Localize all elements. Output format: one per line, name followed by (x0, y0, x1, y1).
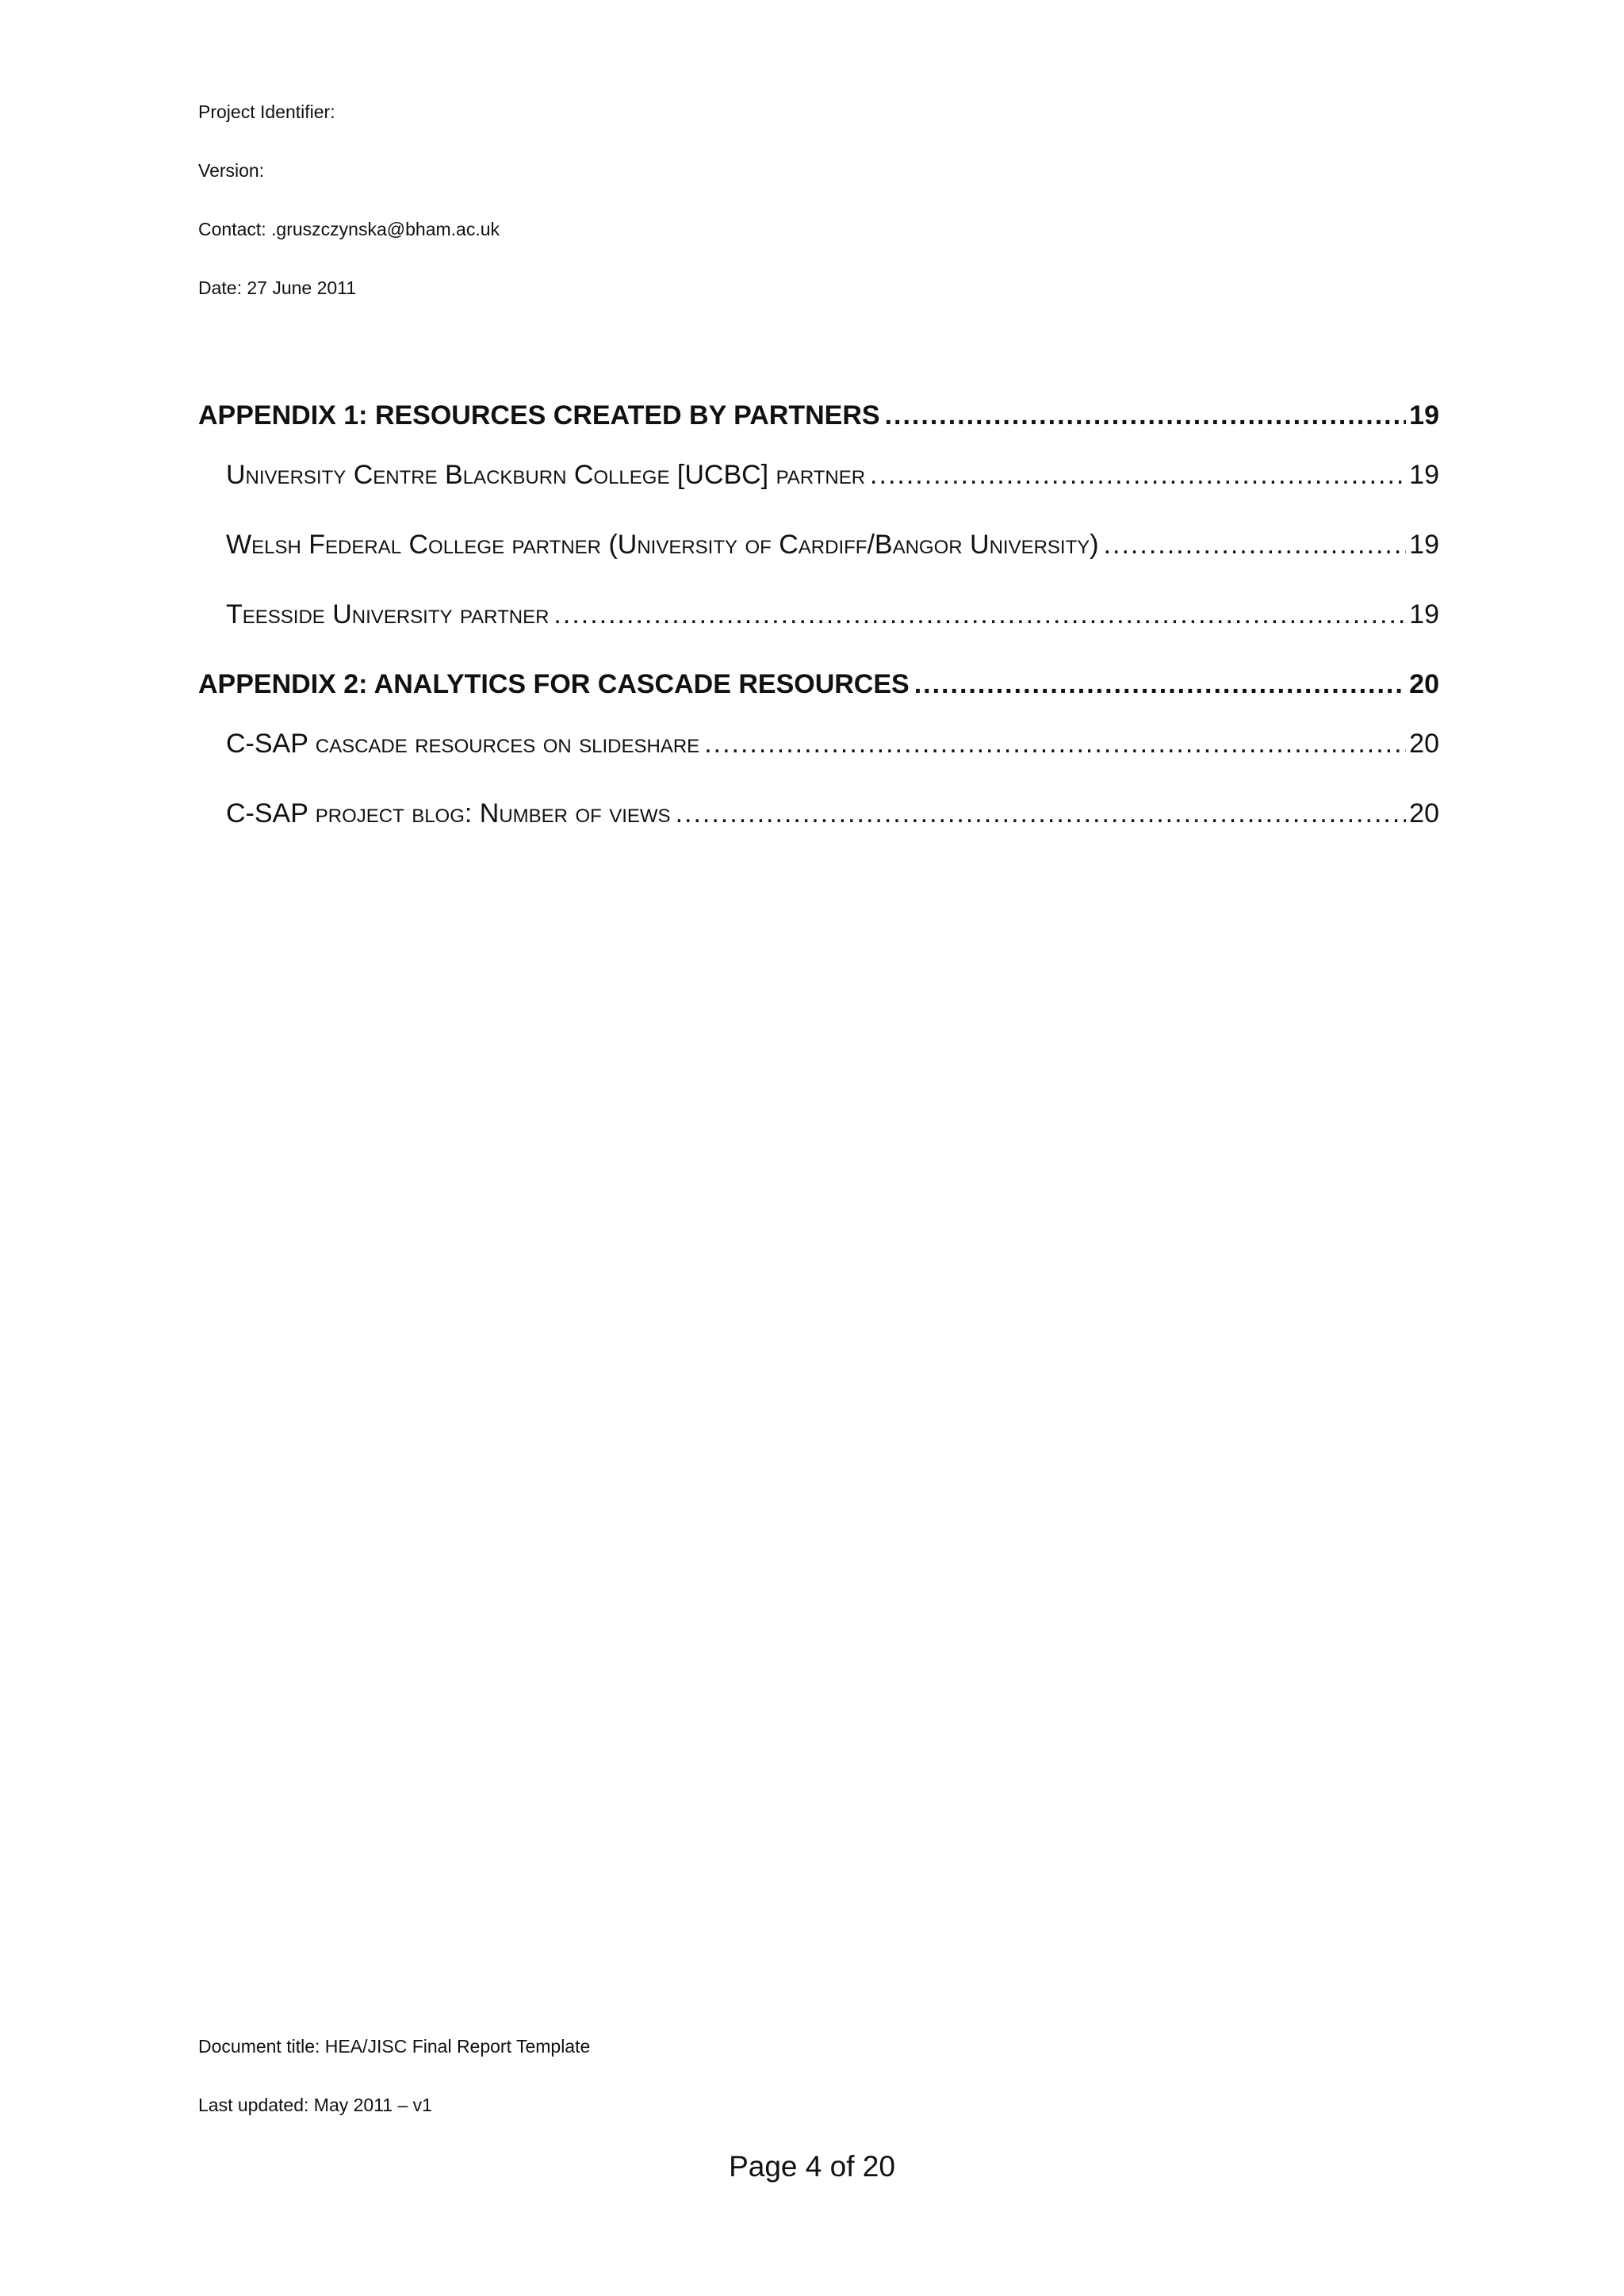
toc-entry-appendix-2[interactable] (198, 669, 1439, 701)
toc-entry-page: 20 (1409, 798, 1439, 828)
document-title: Document title: HEA/JISC Final Report Template (198, 2036, 591, 2057)
toc-leader-dots (553, 599, 1406, 630)
toc-entry-page: 19 (1409, 530, 1439, 560)
toc-leader-dots (870, 460, 1406, 491)
version: Version: (198, 160, 265, 181)
toc-entry-label: Teesside University partner (226, 599, 550, 629)
toc-entry-label: University Centre Blackburn College [UCBC] partner (226, 460, 866, 490)
date: Date: 27 June 2011 (198, 277, 357, 298)
toc-entry-label: APPENDIX 2: ANALYTICS FOR CASCADE RESOURCES (198, 669, 910, 699)
toc-entry-teesside-partner[interactable] (198, 599, 1439, 631)
page-number: Page 4 of 20 (729, 2150, 895, 2183)
toc-leader-dots (676, 798, 1407, 829)
toc-leader-dots (1104, 530, 1407, 561)
toc-entry-label: APPENDIX 1: RESOURCES CREATED BY PARTNERS (198, 400, 880, 430)
toc-leader-dots (914, 669, 1406, 700)
toc-entry-page: 19 (1409, 599, 1439, 629)
table-of-contents (198, 400, 1439, 830)
toc-entry-slideshare[interactable] (198, 729, 1439, 760)
toc-entry-ucbc-partner[interactable] (198, 460, 1439, 492)
toc-entry-label: C-SAP project blog: Number of views (226, 798, 671, 828)
project-identifier: Project Identifier: (198, 101, 335, 122)
toc-leader-dots (704, 729, 1406, 760)
toc-leader-dots (885, 400, 1407, 431)
toc-entry-blog-views[interactable] (198, 798, 1439, 830)
toc-entry-label: Welsh Federal College partner (University of Cardiff/Bangor University) (226, 530, 1099, 560)
toc-entry-page: 19 (1409, 460, 1439, 490)
toc-entry-label: C-SAP cascade resources on slideshare (226, 729, 700, 759)
toc-entry-page: 19 (1409, 400, 1439, 430)
toc-entry-appendix-1[interactable] (198, 400, 1439, 432)
last-updated: Last updated: May 2011 – v1 (198, 2095, 432, 2115)
contact: Contact: .gruszczynska@bham.ac.uk (198, 219, 500, 239)
toc-entry-page: 20 (1409, 669, 1439, 699)
toc-entry-page: 20 (1409, 729, 1439, 759)
toc-entry-welsh-federal-college-partner[interactable] (198, 530, 1439, 561)
